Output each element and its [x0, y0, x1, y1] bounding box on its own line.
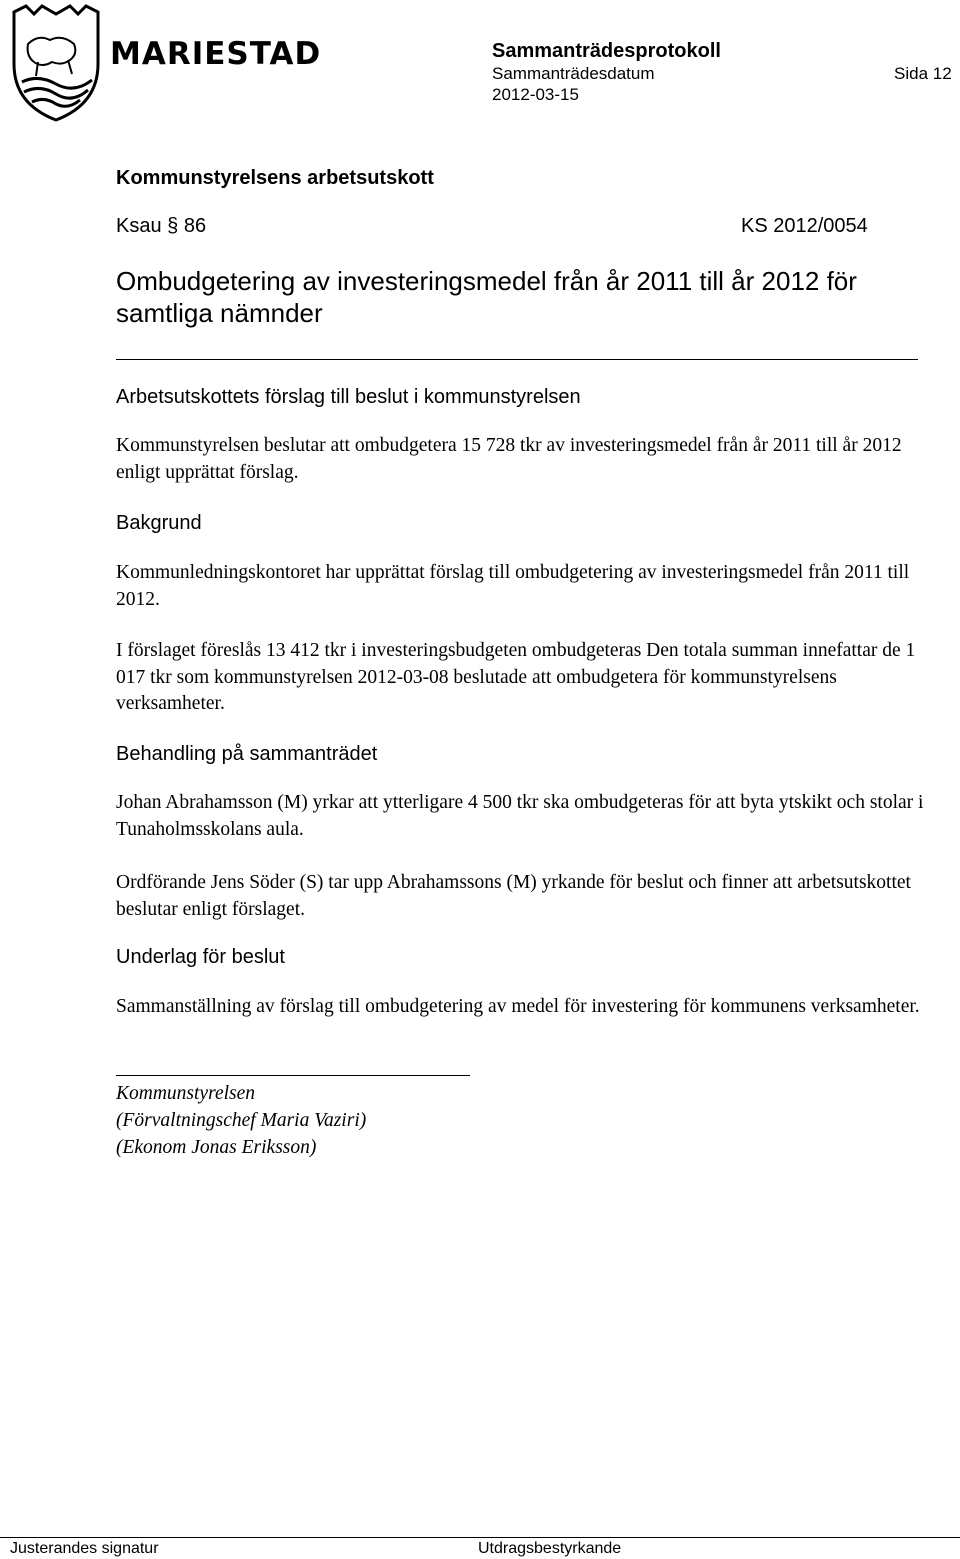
committee-name: Kommunstyrelsens arbetsutskott	[116, 167, 434, 189]
document-type: Sammanträdesprotokoll	[492, 40, 721, 62]
footer-certification-label: Utdragsbestyrkande	[478, 1540, 622, 1557]
treatment-heading: Behandling på sammanträdet	[116, 743, 378, 765]
logo-wordmark: MARIESTAD	[110, 36, 322, 72]
mariestad-crest-logo	[8, 4, 104, 122]
meeting-date-value: 2012-03-15	[492, 85, 579, 104]
title-divider	[116, 359, 918, 360]
footer-signature-label: Justerandes signatur	[10, 1540, 159, 1557]
page-number: Sida 12	[894, 64, 952, 83]
treatment-paragraph-1: Johan Abrahamsson (M) yrkar att ytterligare 4 500 tkr ska ombudgeteras för att byta ytskikt och stolar i Tunaholmsskolans aula.	[116, 792, 924, 840]
recipient-line: (Ekonom Jonas Eriksson)	[116, 1137, 317, 1158]
basis-text: Sammanställning av förslag till ombudgetering av medel för investering för kommunens verksamheter.	[116, 996, 920, 1017]
proposal-text: Kommunstyrelsen beslutar att ombudgetera 15 728 tkr av investeringsmedel från år 2011 till år 2012 enligt upprättat förslag.	[116, 435, 902, 483]
recipients-divider	[116, 1075, 470, 1076]
recipient-line: (Förvaltningschef Maria Vaziri)	[116, 1110, 367, 1131]
footer-divider	[0, 1537, 960, 1538]
background-heading: Bakgrund	[116, 512, 202, 534]
proposal-heading: Arbetsutskottets förslag till beslut i kommunstyrelsen	[116, 386, 581, 408]
diary-number: KS 2012/0054	[741, 215, 868, 237]
background-paragraph-1: Kommunledningskontoret har upprättat förslag till ombudgetering av investeringsmedel från 2011 till 2012.	[116, 562, 910, 610]
page-title: Ombudgetering av investeringsmedel från år 2011 till år 2012 för samtliga nämnder	[116, 266, 857, 328]
basis-heading: Underlag för beslut	[116, 946, 285, 968]
treatment-paragraph-2: Ordförande Jens Söder (S) tar upp Abrahamssons (M) yrkande för beslut och finner att arbetsutskottet beslutar enligt förslaget.	[116, 872, 911, 920]
paragraph-number: Ksau § 86	[116, 215, 207, 237]
meeting-date-label: Sammanträdesdatum	[492, 64, 655, 83]
background-paragraph-2: I förslaget föreslås 13 412 tkr i investeringsbudgeten ombudgeteras Den totala summan innefattar de 1 017 tkr som kommunstyrelsen 2012-03-08 beslutade att ombudgetera för kommunstyrelsens verksamheter.	[116, 640, 916, 714]
recipient-line: Kommunstyrelsen	[116, 1083, 256, 1104]
